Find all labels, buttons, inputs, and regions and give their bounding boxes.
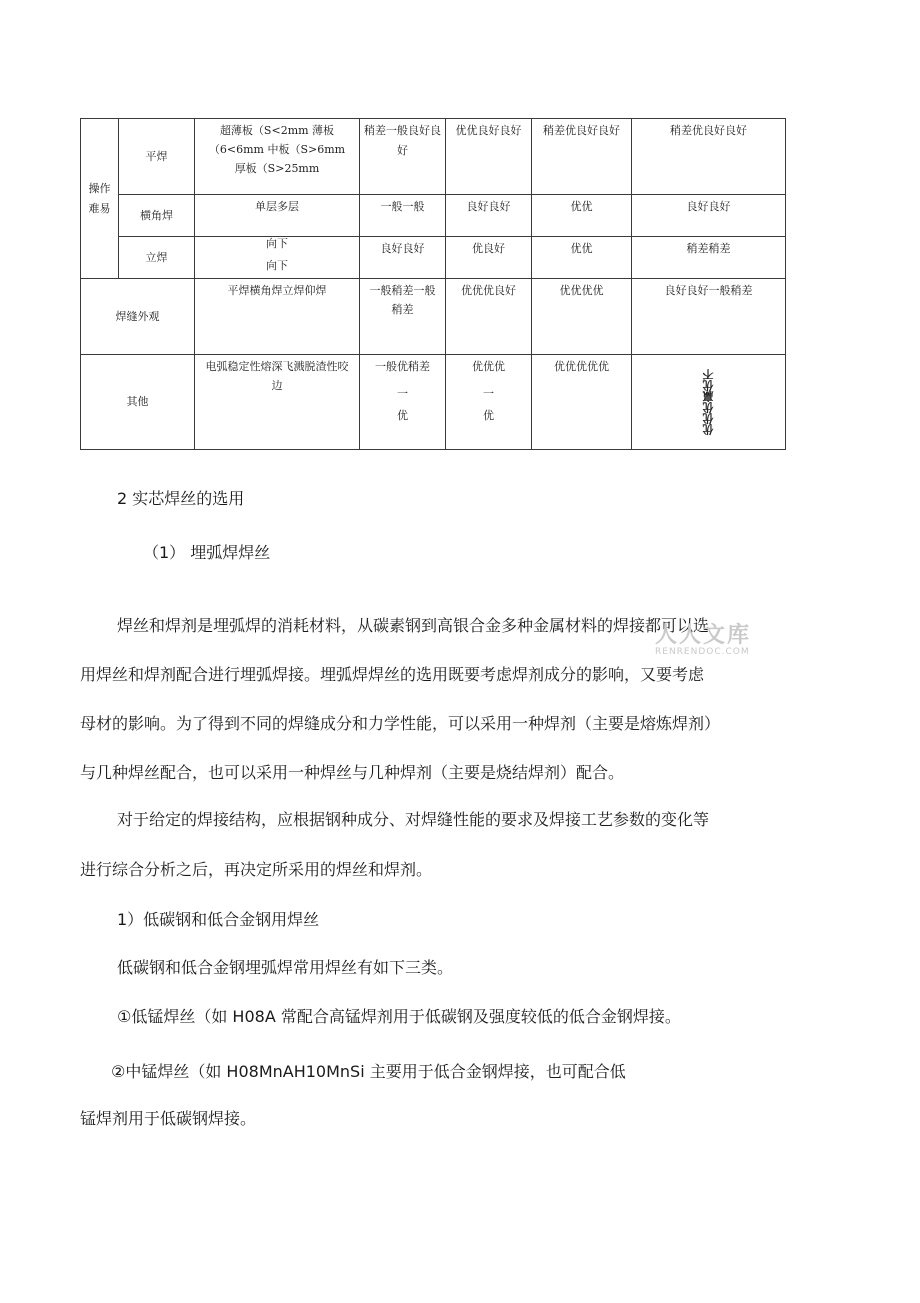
table-cell: 良好良好 — [466, 200, 511, 213]
subsection-heading: （1） 埋弧焊焊丝 — [143, 543, 271, 562]
table-cell: 良好良好一般稍差 — [664, 284, 753, 297]
table-cell: 向下 — [266, 237, 288, 250]
paragraph-line: 进行综合分析之后，再决定所采用的焊丝和焊剂。 — [80, 860, 433, 879]
paragraph-line: 用焊丝和焊剂配合进行埋弧焊接。埋弧焊焊丝的选用既要考虑焊剂成分的影响，又要考虑 — [80, 665, 705, 684]
table-cell: 优 — [483, 409, 494, 422]
table-cell: 一 — [397, 387, 408, 400]
list-heading: 1）低碳钢和低合金钢用焊丝 — [117, 910, 320, 929]
row-label-vertical-welding: 立焊 — [145, 250, 168, 264]
table-cell: 稍差一般良好良好 — [364, 124, 441, 157]
table-cell: 一般稍差一般稍差 — [369, 284, 436, 316]
list-item: ①低锰焊丝（如 H08A 常配合高锰焊剂用于低碳钢及强度较低的低合金钢焊接。 — [117, 1007, 681, 1026]
paragraph-line: 母材的影响。为了得到不同的焊缝成分和力学性能，可以采用一种焊剂（主要是熔炼焊剂） — [80, 714, 721, 733]
table-cell: 平焊横角焊立焊仰焊 — [227, 284, 327, 297]
paragraph-line: 对于给定的焊接结构，应根据钢种成分、对焊缝性能的要求及焊接工艺参数的变化等 — [117, 810, 710, 829]
row-label-weld-appearance: 焊缝外观 — [115, 309, 160, 323]
table-cell: 优 — [397, 409, 408, 422]
table-cell: 一般优稍差 — [375, 360, 430, 373]
row-label-horizontal-fillet: 横角焊 — [140, 208, 173, 222]
section-heading: 2 实芯焊丝的选用 — [117, 489, 245, 508]
watermark-subtitle: RENRENDOC.COM — [655, 647, 750, 657]
paragraph-line: 焊丝和焊剂是埋弧焊的消耗材料，从碳素钢到高银合金多种金属材料的焊接都可以选 — [117, 616, 710, 635]
table-cell: 优优优优优 — [554, 360, 609, 373]
table-cell: 电弧稳定性熔深飞溅脱渣性咬边 — [205, 360, 349, 392]
table-cell-vertical: 优优优赢优不 — [701, 369, 715, 435]
table-border-bottom — [80, 449, 786, 450]
table-cell: 一般一般 — [380, 200, 425, 213]
paragraph-line: 低碳钢和低合金钢埋弧焊常用焊丝有如下三类。 — [117, 958, 454, 977]
table-cell: 稍差稍差 — [686, 242, 731, 255]
list-item: ②中锰焊丝（如 H08MnAH10MnSi 主要用于低合金钢焊接，也可配合低 — [111, 1062, 626, 1081]
table-cell: 向下 — [266, 259, 288, 272]
table-cell: 优良好 — [472, 242, 505, 255]
paragraph-line: 与几种焊丝配合，也可以采用一种焊丝与几种焊剂（主要是烧结焊剂）配合。 — [80, 763, 625, 782]
table-border-right — [785, 118, 786, 450]
table-cell: 良好良好 — [686, 200, 731, 213]
row-label-flat-welding: 平焊 — [145, 149, 168, 163]
table-rule — [118, 194, 786, 195]
table-cell: 一 — [483, 387, 494, 400]
table-cell: 良好良好 — [380, 242, 425, 255]
table-cell: 优优 — [570, 242, 593, 255]
table-cell: 稍差优良好良好 — [670, 124, 747, 137]
table-cell: 稍差优良好良好 — [543, 124, 620, 137]
group-label-operation-difficulty: 操作难易 — [88, 181, 111, 215]
table-cell: 优优优优 — [559, 284, 604, 297]
welding-comparison-table — [0, 0, 920, 460]
watermark-logo — [655, 618, 775, 657]
table-cell: 优优优 — [472, 360, 505, 373]
list-item-continuation: 锰焊剂用于低碳钢焊接。 — [80, 1109, 257, 1128]
table-cell: 优优 — [570, 200, 593, 213]
table-cell: 优优优良好 — [461, 284, 516, 297]
row-label-other: 其他 — [126, 395, 149, 408]
table-cell: 优优良好良好 — [455, 124, 522, 137]
watermark-title: 人人文库 — [655, 623, 752, 648]
table-cell: 超薄板（S<2mm 薄板（6<6mm 中板（S>6mm 厚板（S>25mm — [208, 124, 346, 175]
table-cell: 单层多层 — [255, 200, 299, 213]
